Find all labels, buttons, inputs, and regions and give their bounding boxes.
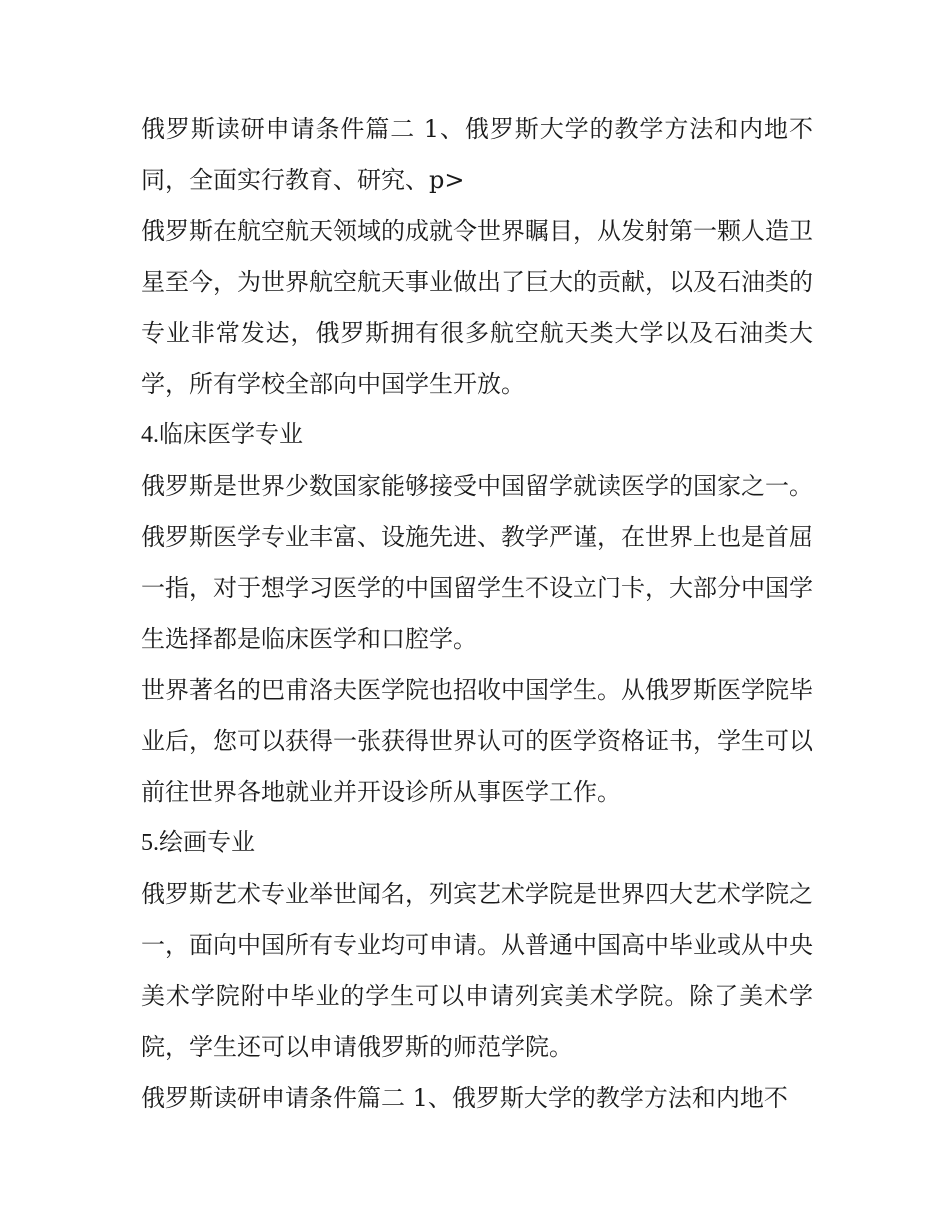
section-heading-clinical-medicine: 4.临床医学专业 [141,422,303,448]
paragraph-aerospace: 俄罗斯在航空航天领域的成就令世界瞩目，从发射第一颗人造卫星至今，为世界航空航天事业做出了巨大的贡献，以及石油类的专业非常发达，俄罗斯拥有很多航空航天类大学以及石油类大学，所有学校全部向中国学生开放。 [141,217,813,398]
document-body [141,104,813,1124]
paragraph-pavlov: 世界著名的巴甫洛夫医学院也招收中国学生。从俄罗斯医学院毕业后，您可以获得一张获得世界认可的医学资格证书，学生可以前往世界各地就业并开设诊所从事医学工作。 [141,676,813,806]
paragraph-medicine: 俄罗斯是世界少数国家能够接受中国留学就读医学的国家之一。俄罗斯医学专业丰富、设施先进、教学严谨，在世界上也是首屈一指，对于想学习医学的中国留学生不设立门卡，大部分中国学生选择都是临床医学和口腔学。 [141,472,813,653]
section-heading-painting: 5.绘画专业 [141,830,255,856]
paragraph-intro: 俄罗斯读研申请条件篇二 1、俄罗斯大学的教学方法和内地不同，全面实行教育、研究、p> [141,115,813,194]
paragraph-art: 俄罗斯艺术专业举世闻名，列宾艺术学院是世界四大艺术学院之一，面向中国所有专业均可申请。从普通中国高中毕业或从中央美术学院附中毕业的学生可以申请列宾美术学院。除了美术学院，学生还可以申请俄罗斯的师范学院。 [141,880,813,1061]
paragraph-repeat-intro: 俄罗斯读研申请条件篇二 1、俄罗斯大学的教学方法和内地不 [141,1084,788,1112]
